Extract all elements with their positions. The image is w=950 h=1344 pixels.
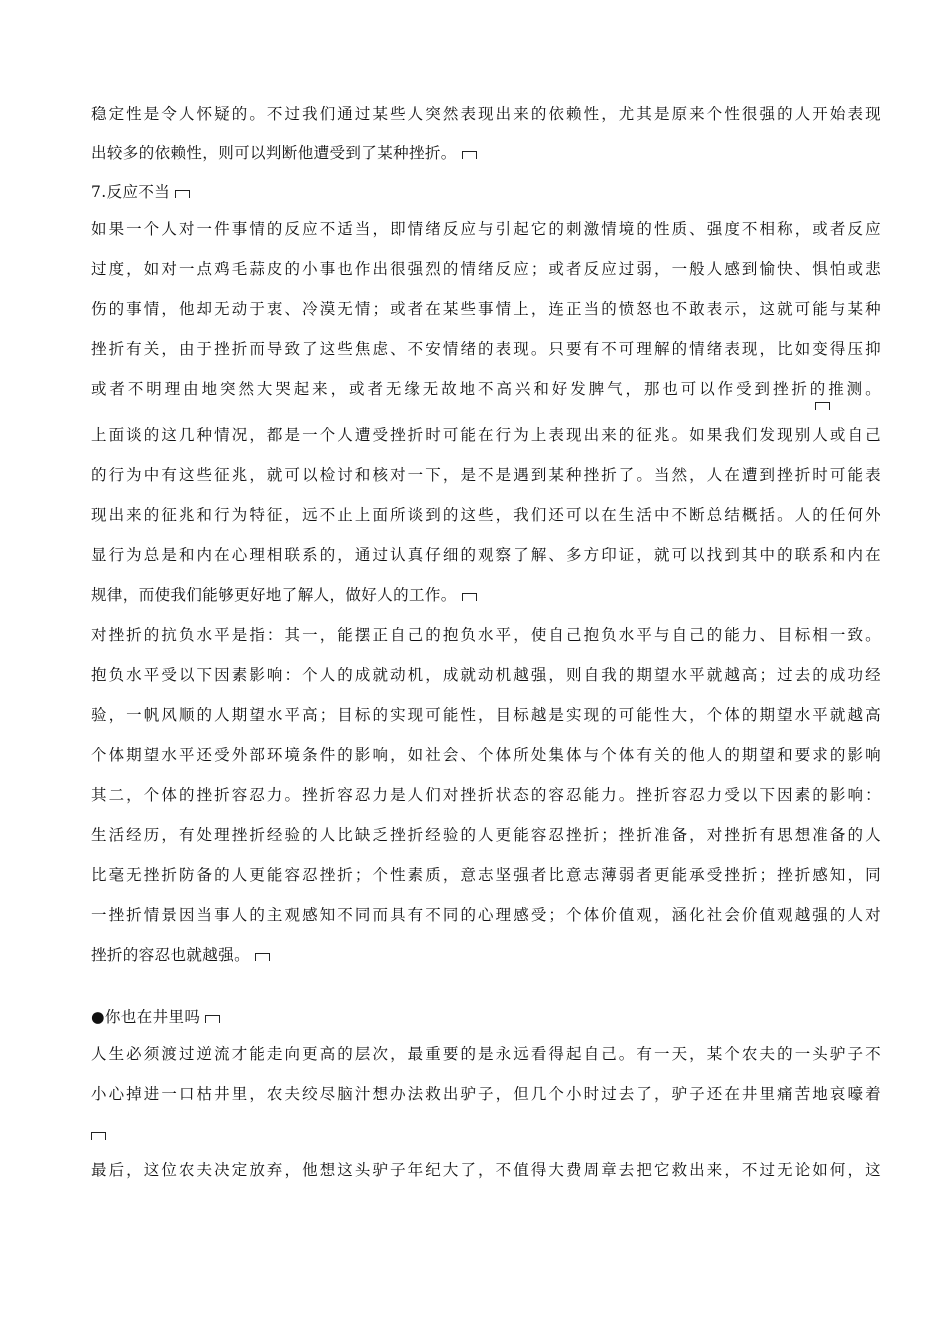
paragraph-mark-icon [175, 190, 190, 198]
text-line-content: 出较多的依赖性，则可以判断他遭受到了某种挫折。 [91, 144, 457, 162]
text-line: 人生必须渡过逆流才能走向更高的层次，最重要的是永远看得起自己。有一天，某个农夫的一头驴子不 [91, 1045, 881, 1063]
text-line: 伤的事情，他却无动于衷、冷漠无情；或者在某些事情上，连正当的愤怒也不敢表示，这就可能与某种 [91, 300, 881, 318]
text-line [91, 585, 881, 605]
text-line: 对挫折的抗负水平是指：其一，能摆正自己的抱负水平，使自己抱负水平与自己的能力、目标相一致。 [91, 626, 881, 644]
text-line: 过度，如对一点鸡毛蒜皮的小事也作出很强烈的情绪反应；或者反应过弱，一般人感到愉快、惧怕或悲 [91, 260, 881, 278]
text-line: 显行为总是和内在心理相联系的，通过认真仔细的观察了解、多方印证，就可以找到其中的联系和内在 [91, 546, 881, 564]
text-line: 如果一个人对一件事情的反应不适当，即情绪反应与引起它的刺激情境的性质、强度不相称，或者反应 [91, 220, 881, 238]
text-line: 或者不明理由地突然大哭起来，或者无缘无故地不高兴和好发脾气，那也可以作受到挫折的推测。 [91, 380, 881, 398]
section-heading [91, 1007, 881, 1027]
text-line: 个体期望水平还受外部环境条件的影响，如社会、个体所处集体与个体有关的他人的期望和要求的影响 [91, 746, 881, 764]
text-line-content: 规律，而使我们能够更好地了解人，做好人的工作。 [91, 586, 457, 604]
text-line: 抱负水平受以下因素影响：个人的成就动机，成就动机越强，则自我的期望水平就越高；过去的成功经 [91, 666, 881, 684]
paragraph-mark-icon [91, 1132, 106, 1140]
text-line [91, 945, 881, 965]
text-line: 最后，这位农夫决定放弃，他想这头驴子年纪大了，不值得大费周章去把它救出来，不过无论如何，这 [91, 1161, 881, 1179]
text-line: 稳定性是令人怀疑的。不过我们通过某些人突然表现出来的依赖性，尤其是原来个性很强的人开始表现 [91, 105, 881, 123]
section-heading [91, 182, 881, 202]
section-heading-text: 7.反应不当 [91, 183, 171, 201]
paragraph-mark-icon [205, 1015, 220, 1023]
text-line: 其二，个体的挫折容忍力。挫折容忍力是人们对挫折状态的容忍能力。挫折容忍力受以下因素的影响： [91, 786, 881, 804]
paragraph-mark-wrap [91, 1124, 881, 1144]
text-line: 现出来的征兆和行为特征，远不止上面所谈到的这些，我们还可以在生活中不断总结概括。人的任何外 [91, 506, 881, 524]
text-line: 比毫无挫折防备的人更能容忍挫折；个性素质，意志坚强者比意志薄弱者更能承受挫折；挫折感知，同 [91, 866, 881, 884]
text-line: 上面谈的这几种情况，都是一个人遭受挫折时可能在行为上表现出来的征兆。如果我们发现别人或自己 [91, 426, 881, 444]
text-line: 挫折有关，由于挫折而导致了这些焦虑、不安情绪的表现。只要有不可理解的情绪表现，比如变得压抑 [91, 340, 881, 358]
text-line: 的行为中有这些征兆，就可以检讨和核对一下，是不是遇到某种挫折了。当然，人在遭到挫折时可能表 [91, 466, 881, 484]
text-line [91, 143, 881, 163]
paragraph-mark-wrap [815, 394, 835, 414]
paragraph-mark-icon [462, 593, 477, 601]
text-line: 一挫折情景因当事人的主观感知不同而具有不同的心理感受；个体价值观，涵化社会价值观越强的人对 [91, 906, 881, 924]
text-line: 验，一帆风顺的人期望水平高；目标的实现可能性，目标越是实现的可能性大，个体的期望水平就越高 [91, 706, 881, 724]
paragraph-mark-icon [815, 402, 830, 410]
text-line-content: 挫折的容忍也就越强。 [91, 946, 251, 964]
text-line: 生活经历，有处理挫折经验的人比缺乏挫折经验的人更能容忍挫折；挫折准备，对挫折有思想准备的人 [91, 826, 881, 844]
text-line: 小心掉进一口枯井里，农夫绞尽脑汁想办法救出驴子，但几个小时过去了，驴子还在井里痛苦地哀嚎着 [91, 1085, 881, 1103]
paragraph-mark-icon [255, 953, 270, 961]
section-heading-text: ●你也在井里吗 [91, 1008, 201, 1026]
paragraph-mark-icon [462, 151, 477, 159]
